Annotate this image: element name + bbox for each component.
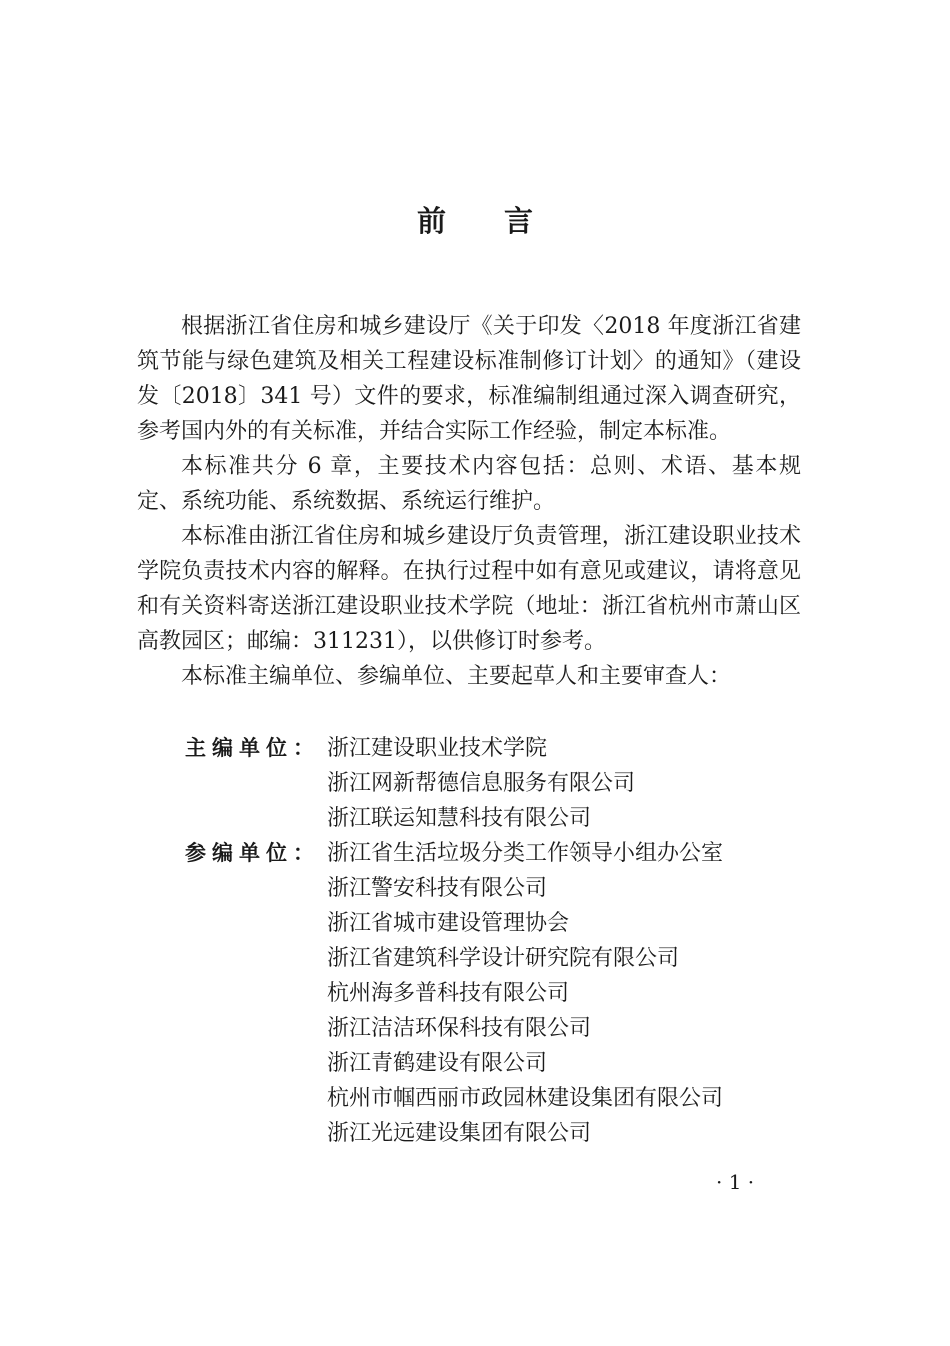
list-item: 浙江省建筑科学设计研究院有限公司 (327, 946, 680, 971)
paragraph-management: 本标准由浙江省住房和城乡建设厅负责管理，浙江建设职业技术学院负责技术内容的解释。在执行过程中如有意见或建议，请将意见和有关资料寄送浙江建设职业技术学院（地址：浙江省杭州市萧山区高教园区；邮编：311231），以供修订时参考。 (137, 524, 801, 654)
list-item: 浙江光远建设集团有限公司 (327, 1121, 592, 1146)
paragraph-units-intro: 本标准主编单位、参编单位、主要起草人和主要审查人： (181, 664, 732, 689)
chief-units-list (327, 731, 635, 836)
list-item: 浙江网新帮德信息服务有限公司 (327, 771, 636, 796)
paragraph-basis: 根据浙江省住房和城乡建设厅《关于印发〈2018 年度浙江省建筑节能与绿色建筑及相关工程建设标准制修订计划〉的通知》（建设发〔2018〕341 号）文件的要求，标准编制组通过深入调查研究，参考国内外的有关标准，并结合实际工作经验，制定本标准。 (137, 314, 801, 444)
chief-units-group (185, 731, 723, 836)
list-item: 浙江省生活垃圾分类工作领导小组办公室 (327, 841, 724, 866)
page-number: · 1 · (716, 1170, 755, 1194)
participating-units-label: 参编单位： (185, 841, 320, 865)
list-item: 浙江青鹤建设有限公司 (327, 1051, 548, 1076)
chief-units-label: 主编单位： (185, 736, 320, 760)
list-item: 杭州海多普科技有限公司 (327, 981, 570, 1006)
preface-body (137, 309, 801, 694)
units-section (185, 731, 723, 1151)
page-title (0, 201, 950, 241)
list-item: 浙江联运知慧科技有限公司 (327, 806, 592, 831)
paragraph-contents: 本标准共分 6 章，主要技术内容包括：总则、术语、基本规定、系统功能、系统数据、系统运行维护。 (137, 454, 801, 514)
list-item: 浙江警安科技有限公司 (327, 876, 548, 901)
list-item: 浙江洁洁环保科技有限公司 (327, 1016, 592, 1041)
list-item: 杭州市帼西丽市政园林建设集团有限公司 (327, 1086, 724, 1111)
participating-units-group (185, 836, 723, 1151)
participating-units-list (327, 836, 723, 1151)
list-item: 浙江建设职业技术学院 (327, 736, 548, 761)
list-item: 浙江省城市建设管理协会 (327, 911, 570, 936)
page-title-char-2: 言 (504, 204, 534, 238)
page-title-char-1: 前 (416, 204, 446, 238)
